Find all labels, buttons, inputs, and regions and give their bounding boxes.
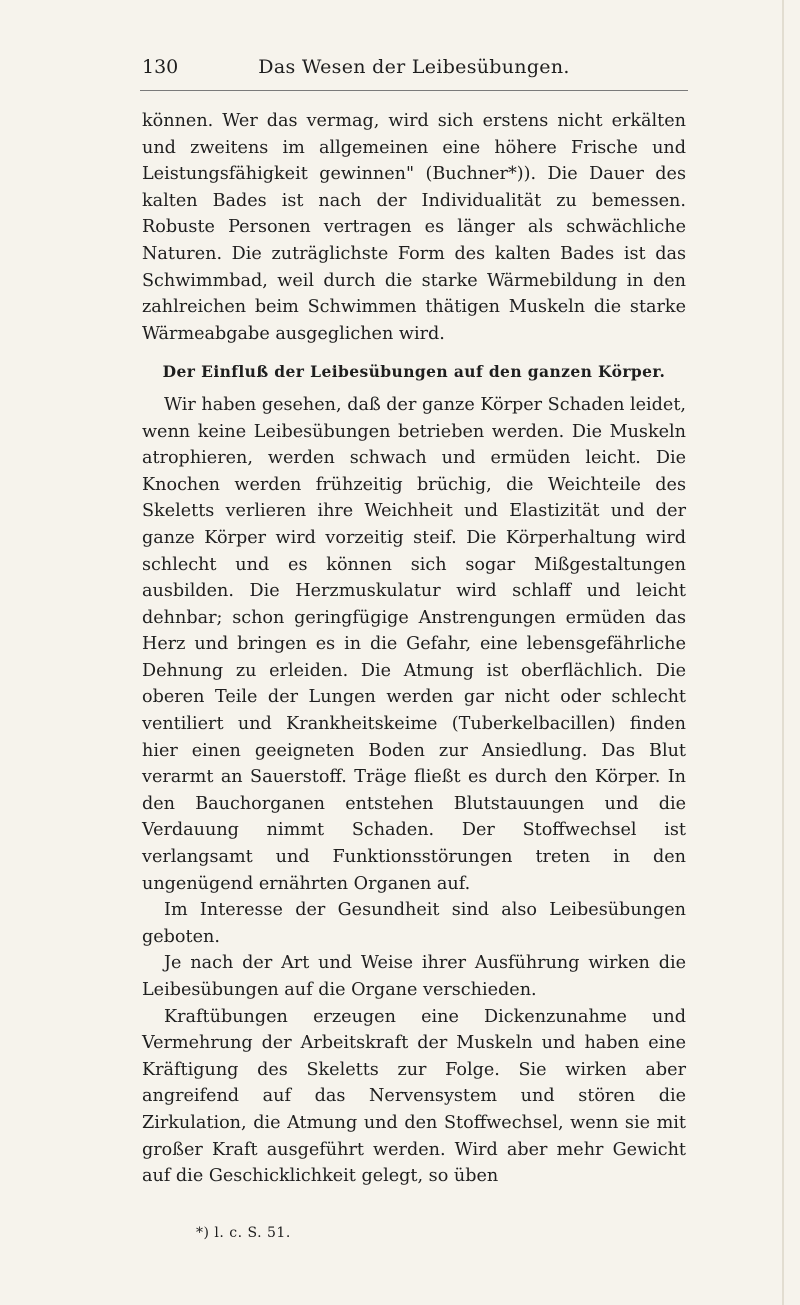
section-heading: Der Einfluß der Leibesübungen auf den ganzen Körper. — [162, 362, 666, 382]
paragraph: Im Interesse der Gesundheit sind also Leibesübungen geboten. — [142, 900, 686, 947]
paragraph: Wir haben gesehen, daß der ganze Körper Schaden leidet, wenn keine Leibesübungen betrieben werden. Die Muskeln atrophieren, werden schwach und ermüden leicht. Die Knochen werden frühzeitig brüchig, die Weichteile des Skeletts verlieren ihre Weichheit und Elastizität und der ganze Körper wird vorzeitig steif. Die Körperhaltung wird schlecht und es können sich sogar Mißgestaltungen ausbilden. Die Herzmuskulatur wird schlaff und leicht dehnbar; schon geringfügige Anstrengungen ermüden das Herz und bringen es in die Gefahr, eine lebensgefährliche Dehnung zu erleiden. Die Atmung ist oberflächlich. Die oberen Teile der Lungen werden gar nicht oder schlecht ventiliert und Krankheitskeime (Tuberkelbacillen) finden hier einen geeigneten Boden zur Ansiedlung. Das Blut verarmt an Sauerstoff. Träge fließt es durch den Körper. In den Bauchorganen entstehen Blutstauungen und die Verdauung nimmt Schaden. Der Stoffwechsel ist verlangsamt und Funktionsstörungen treten in den ungenügend ernährten Organen auf. — [142, 394, 687, 894]
paragraph: Kraftübungen erzeugen eine Dickenzunahme und Vermehrung der Arbeitskraft der Muskeln und haben eine Kräftigung des Skeletts zur Folge. Sie wirken aber angreifend auf das Nervensystem und stören die Zirkulation, die Atmung und den Stoffwechsel, wenn sie mit großer Kraft ausgeführt werden. Wird aber mehr Gewicht auf die Geschicklichkeit gelegt, so üben — [142, 1006, 686, 1187]
footnote: *) l. c. S. 51. — [196, 1225, 291, 1241]
page-body — [142, 108, 686, 1190]
page-number: 130 — [142, 56, 179, 78]
paragraph: Je nach der Art und Weise ihrer Ausführung wirken die Leibesübungen auf die Organe verschieden. — [142, 953, 686, 1000]
paragraph: können. Wer das vermag, wird sich erstens nicht erkälten und zweitens im allgemeinen eine höhere Frische und Leistungsfähigkeit gewinnen" (Buchner*)). Die Dauer des kalten Bades ist nach der Individualität zu bemessen. Robuste Personen vertragen es länger als schwächliche Naturen. Die zuträglichste Form des kalten Bades ist das Schwimmbad, weil durch die starke Wärmebildung in den zahlreichen beim Schwimmen thätigen Muskeln die starke Wärmeabgabe ausgeglichen wird. — [142, 111, 686, 344]
header-rule — [140, 90, 688, 91]
page-edge-shadow — [782, 0, 784, 1305]
running-title: Das Wesen der Leibesübungen. — [258, 56, 570, 78]
page-header — [142, 56, 686, 82]
